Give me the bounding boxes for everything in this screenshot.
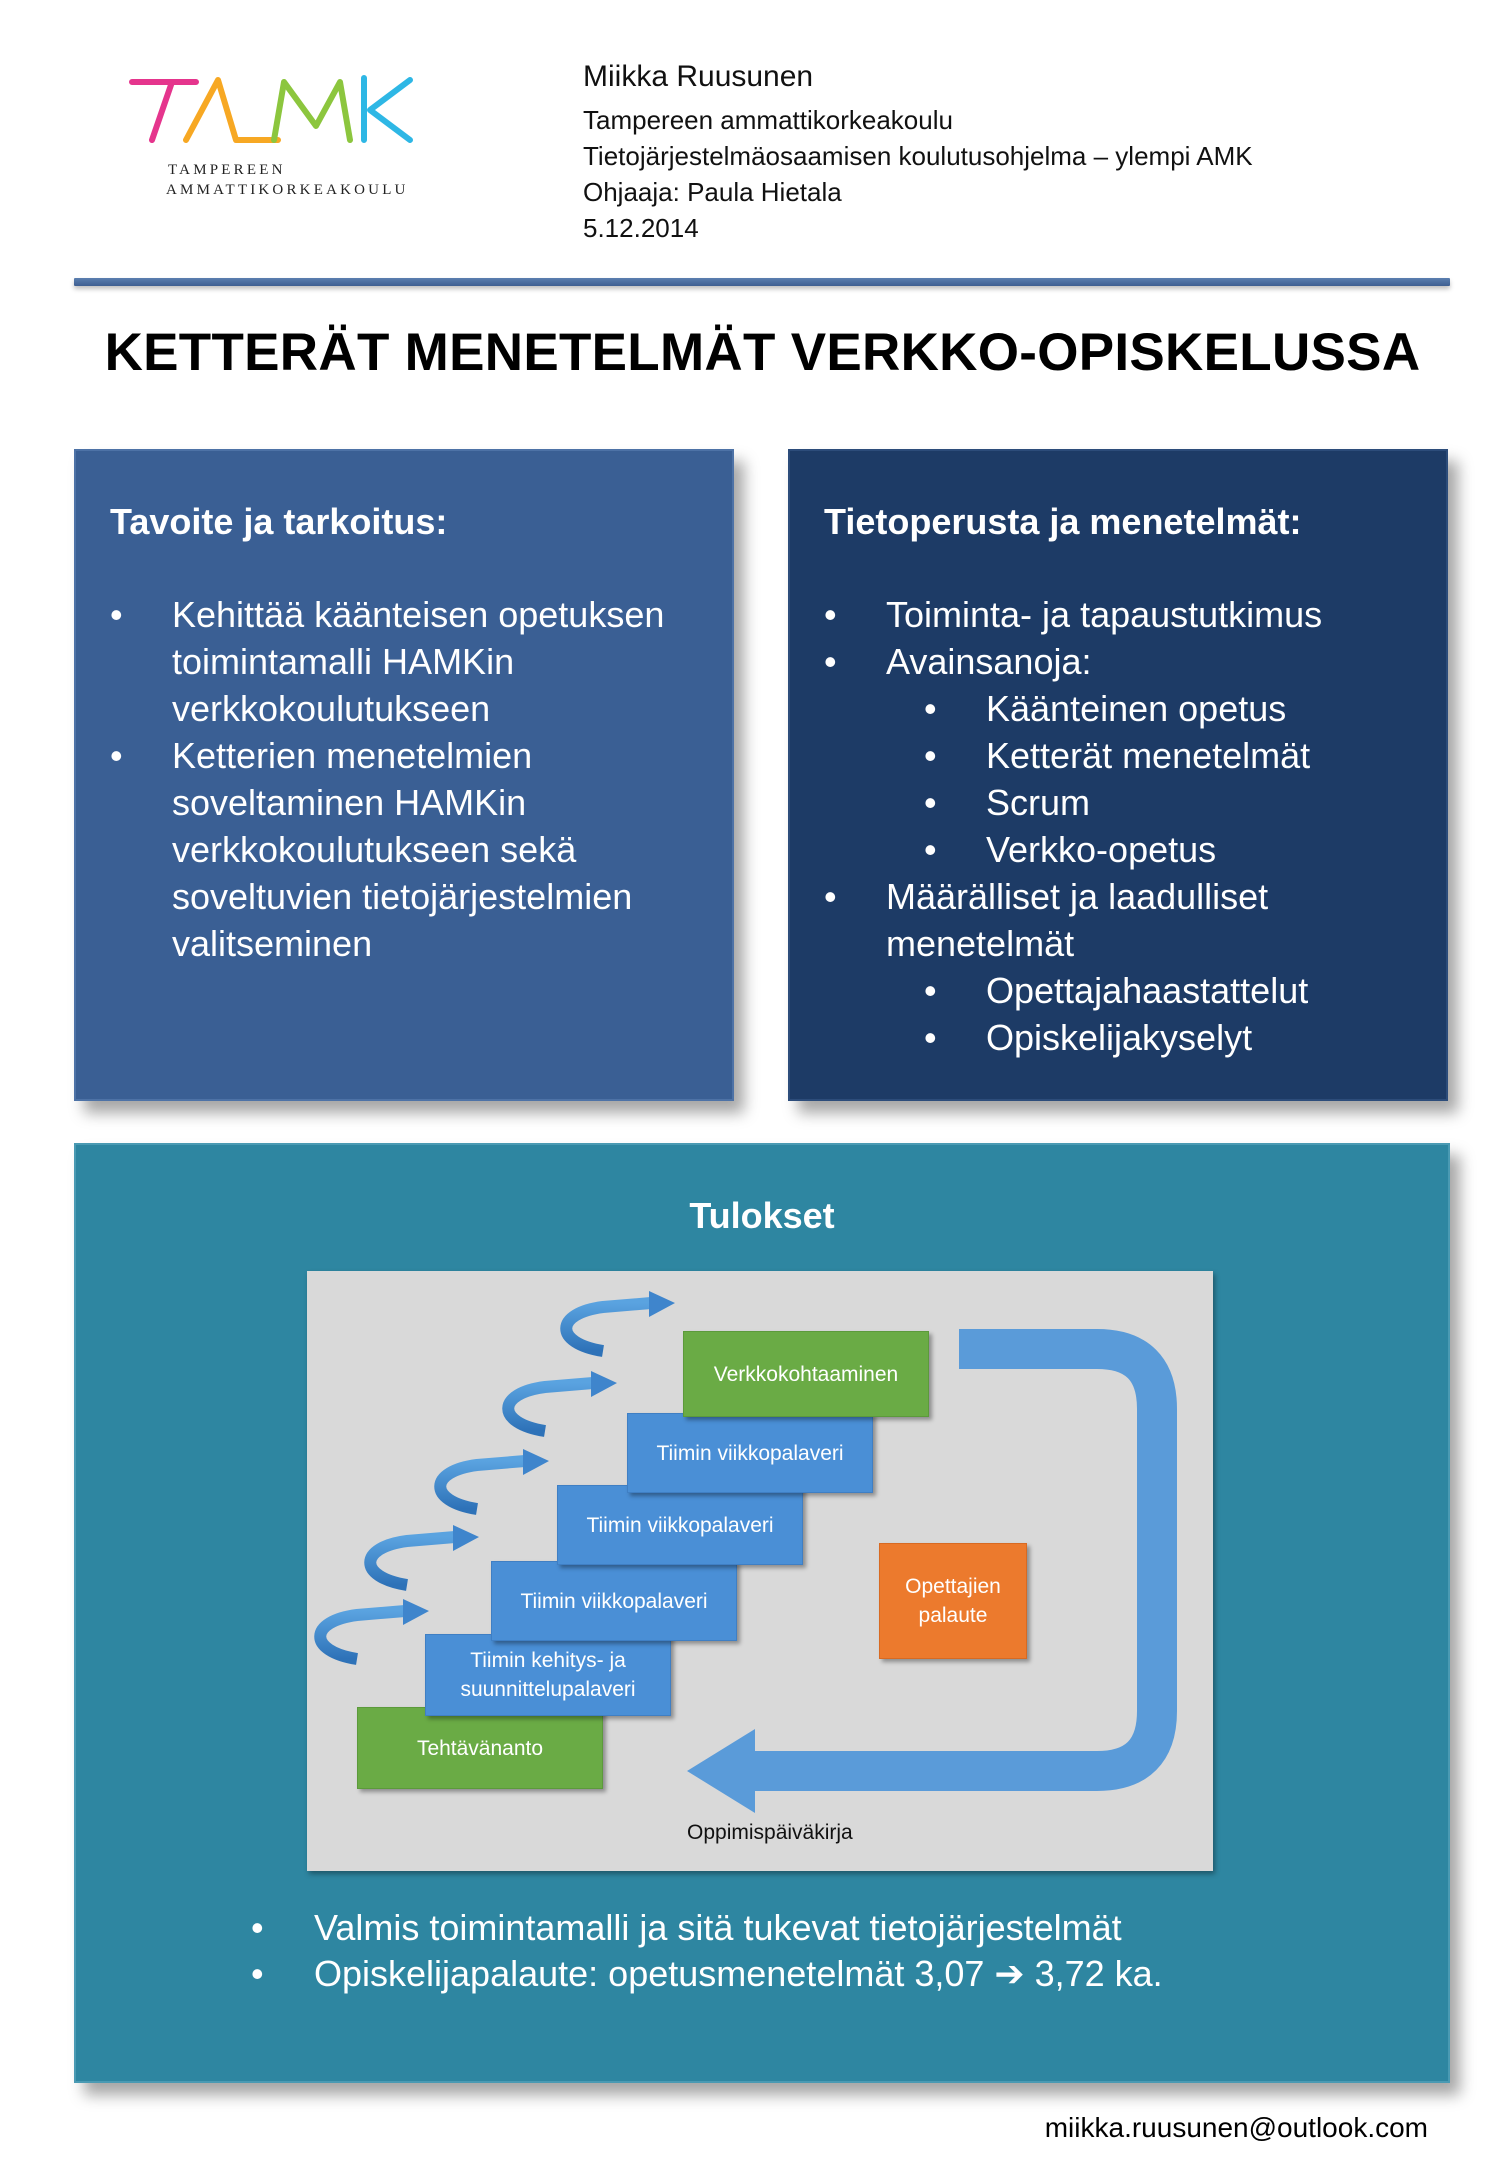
method-panel: [788, 449, 1448, 1101]
results-panel: [74, 1143, 1450, 2083]
list-item-continuation: soveltaminen HAMKin: [172, 782, 527, 823]
feedback-label: [905, 1572, 1001, 1630]
sub-list-item: • Verkko-opetus: [824, 826, 1322, 873]
step-label-line2: suunnittelupalaveri: [460, 1678, 636, 1701]
list-item-continuation: verkkokoulutukseen sekä: [172, 829, 577, 870]
page-title: KETTERÄT MENETELMÄT VERKKO-OPISKELUSSA: [104, 323, 1421, 382]
process-diagram: [307, 1271, 1213, 1871]
curl-arrow-icon: [440, 1449, 549, 1509]
list-item: • Avainsanoja:: [824, 638, 1322, 685]
date: 5.12.2014: [583, 213, 699, 243]
step-viikkopalaveri-3: [627, 1413, 873, 1493]
contact-email[interactable]: miikka.ruusunen@outlook.com: [1044, 2112, 1428, 2143]
list-item: • Valmis toimintamalli ja sitä tukevat tietojärjestelmät: [251, 1905, 1163, 1951]
tamk-logo: [128, 72, 428, 212]
institution: Tampereen ammattikorkeakoulu: [583, 105, 953, 135]
teacher-feedback-box: [879, 1543, 1027, 1659]
results-list: [251, 1905, 1163, 1997]
step-label: Tiimin viikkopalaveri: [586, 1513, 774, 1537]
list-item: • Määrälliset ja laadulliset: [824, 873, 1322, 920]
method-list: [824, 591, 1322, 1061]
sub-list-item: • Opiskelijakyselyt: [824, 1014, 1322, 1061]
list-item: • Toiminta- ja tapaustutkimus: [824, 591, 1322, 638]
step-kehityspalaveri: [425, 1634, 671, 1716]
goal-panel: [74, 449, 734, 1101]
diary-label: Oppimispäiväkirja: [687, 1821, 853, 1844]
header-divider: [74, 278, 1450, 286]
step-viikkopalaveri-1: [491, 1561, 737, 1641]
step-verkkokohtaaminen: [683, 1331, 929, 1417]
tamk-logo-mark: [128, 72, 428, 152]
step-label: Tiimin viikkopalaveri: [656, 1441, 844, 1465]
goal-heading: Tavoite ja tarkoitus:: [110, 501, 448, 542]
curl-arrow-icon: [566, 1291, 675, 1351]
step-tehtavananto: [357, 1707, 603, 1789]
feedback-label-line1: Opettajien: [905, 1575, 1001, 1598]
programme: Tietojärjestelmäosaamisen koulutusohjelma – ylempi AMK: [583, 141, 1253, 171]
feedback-label-line2: palaute: [918, 1604, 988, 1627]
sub-list-item: • Käänteinen opetus: [824, 685, 1322, 732]
sub-list-item: • Ketterät menetelmät: [824, 732, 1322, 779]
author-name: Miikka Ruusunen: [583, 60, 814, 93]
list-item-continuation: verkkokoulutukseen: [172, 688, 491, 729]
goal-list: [110, 591, 664, 967]
list-item: • Opiskelijapalaute: opetusmenetelmät 3,07 ➔ 3,72 ka.: [251, 1951, 1163, 1997]
list-item: • Kehittää käänteisen opetuksen: [110, 591, 664, 638]
step-label: [460, 1646, 635, 1704]
list-item-continuation: valitseminen: [172, 923, 373, 964]
logo-subtitle-line1: TAMPEREEN: [168, 162, 286, 178]
sub-list-item: • Scrum: [824, 779, 1322, 826]
list-item-continuation: soveltuvien tietojärjestelmien: [172, 876, 633, 917]
curl-arrow-icon: [320, 1599, 429, 1659]
logo-subtitle-line2: AMMATTIKORKEAKOULU: [166, 182, 409, 198]
list-item-continuation: toimintamalli HAMKin: [172, 641, 515, 682]
list-item-continuation: menetelmät: [886, 923, 1075, 964]
curl-arrow-icon: [370, 1525, 479, 1585]
step-viikkopalaveri-2: [557, 1485, 803, 1565]
supervisor: Ohjaaja: Paula Hietala: [583, 177, 842, 207]
step-label-line1: Tiimin kehitys- ja: [470, 1649, 626, 1672]
step-label: Tehtävänanto: [416, 1736, 544, 1760]
results-heading: Tulokset: [689, 1195, 835, 1236]
step-label: Verkkokohtaaminen: [713, 1362, 899, 1386]
return-arrowhead-icon: [687, 1729, 755, 1813]
list-item: • Ketterien menetelmien: [110, 732, 664, 779]
curl-arrow-icon: [508, 1371, 617, 1431]
step-label: Tiimin viikkopalaveri: [520, 1589, 708, 1613]
sub-list-item: • Opettajahaastattelut: [824, 967, 1322, 1014]
method-heading: Tietoperusta ja menetelmät:: [824, 501, 1302, 542]
